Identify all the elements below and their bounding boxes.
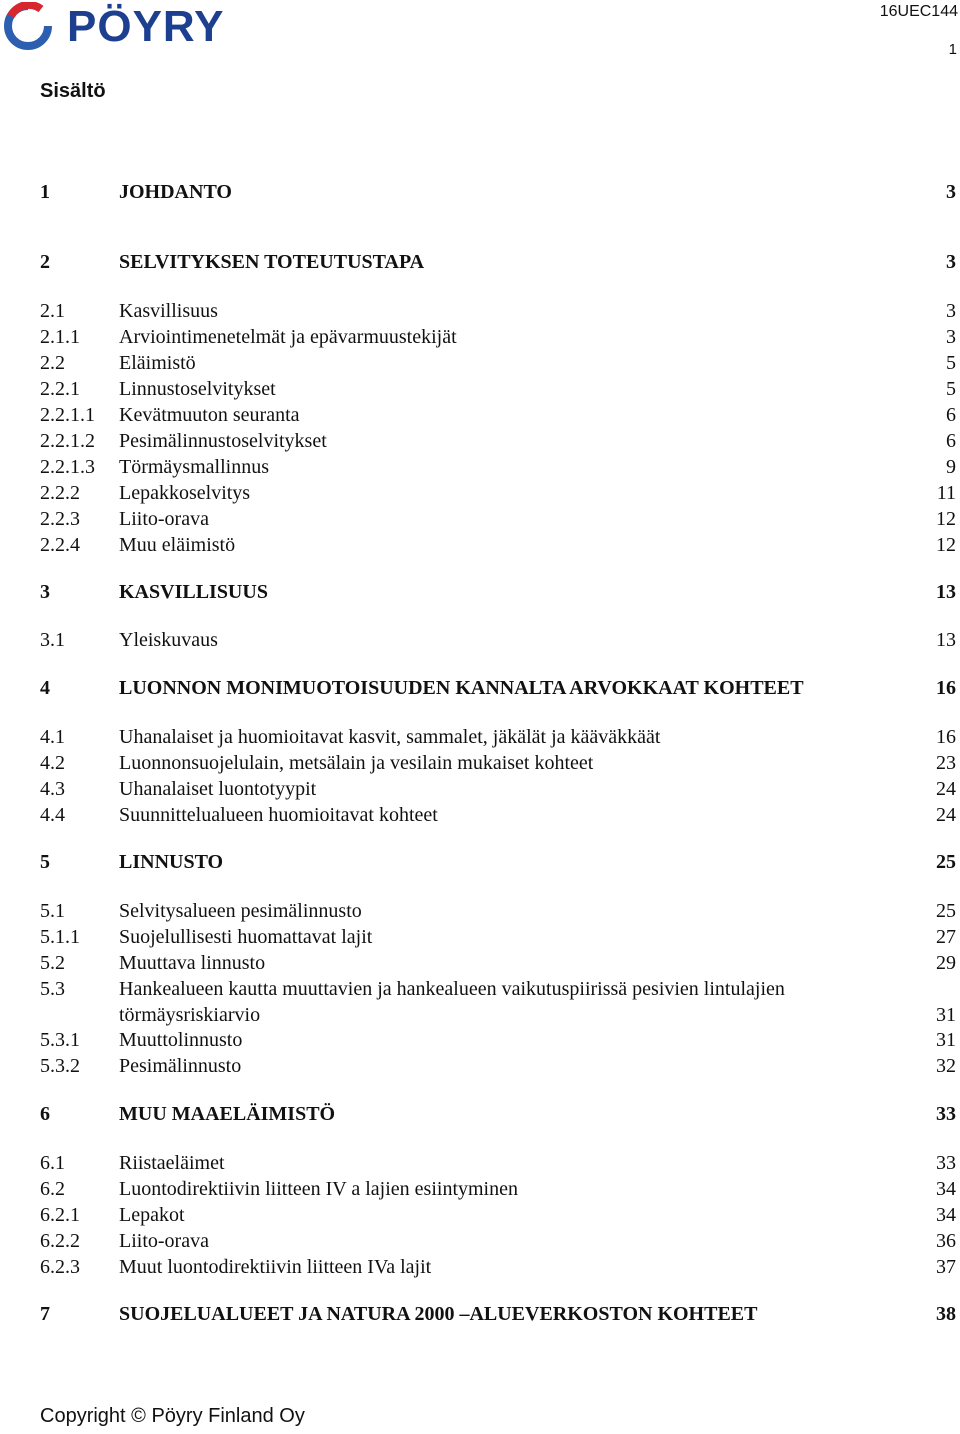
- toc-section-row[interactable]: [40, 750, 958, 776]
- toc-entry-title: Muuttolinnusto: [119, 1029, 243, 1051]
- toc-entry-number: 2.1.1: [40, 326, 80, 348]
- toc-entry-title: Yleiskuvaus: [119, 629, 218, 651]
- toc-entry-title: SUOJELUALUEET JA NATURA 2000 –ALUEVERKOSTON KOHTEET: [119, 1303, 758, 1325]
- toc-entry-number: 3.1: [40, 629, 65, 651]
- toc-entry-page: 3: [946, 300, 956, 322]
- toc-entry-title: KASVILLISUUS: [119, 581, 268, 603]
- toc-entry-number: 2.2.1.3: [40, 456, 95, 478]
- toc-entry-number: 6.2.3: [40, 1256, 80, 1278]
- toc-entry-title: Törmäysmallinnus: [119, 456, 269, 478]
- toc-entry-page: 37: [936, 1256, 956, 1278]
- toc-entry-title: Luonnonsuojelulain, metsälain ja vesilain mukaiset kohteet: [119, 752, 594, 774]
- toc-entry-page: 6: [946, 430, 956, 452]
- toc-section-row[interactable]: [40, 1002, 958, 1028]
- toc-chapter-row[interactable]: [40, 249, 958, 275]
- toc-entry-page: 6: [946, 404, 956, 426]
- toc-entry-page: 34: [936, 1178, 956, 1200]
- toc-entry-number: 2.2.4: [40, 534, 80, 556]
- toc-entry-title: Lepakot: [119, 1204, 185, 1226]
- toc-entry-number: 5.3.1: [40, 1029, 80, 1051]
- toc-entry-number: 2: [40, 251, 50, 273]
- toc-chapter-row[interactable]: [40, 1301, 958, 1327]
- toc-section-row[interactable]: [40, 898, 958, 924]
- logo-ring-icon: [3, 2, 53, 50]
- toc-entry-number: 1: [40, 181, 50, 203]
- toc-entry-page: 5: [946, 352, 956, 374]
- toc-chapter-row[interactable]: [40, 579, 958, 605]
- toc-section-row[interactable]: [40, 376, 958, 402]
- toc-chapter-row[interactable]: [40, 675, 958, 701]
- toc-entry-number: 4.3: [40, 778, 65, 800]
- toc-entry-number: 2.2.1.1: [40, 404, 95, 426]
- toc-entry-page: 38: [936, 1303, 956, 1325]
- toc-section-row[interactable]: [40, 1176, 958, 1202]
- toc-entry-number: 5.2: [40, 952, 65, 974]
- toc-section-row[interactable]: [40, 1254, 958, 1280]
- toc-section-row[interactable]: [40, 724, 958, 750]
- toc-section-row[interactable]: [40, 350, 958, 376]
- toc-entry-number: 2.2.3: [40, 508, 80, 530]
- page-number: 1: [948, 41, 957, 58]
- toc-entry-number: 2.2.1: [40, 378, 80, 400]
- toc-section-row[interactable]: [40, 298, 958, 324]
- toc-section-row[interactable]: [40, 532, 958, 558]
- toc-entry-title: Pesimälinnustoselvitykset: [119, 430, 327, 452]
- toc-entry-number: 2.2.1.2: [40, 430, 95, 452]
- toc-entry-number: 4.1: [40, 726, 65, 748]
- toc-entry-page: 13: [936, 581, 956, 603]
- toc-section-row[interactable]: [40, 454, 958, 480]
- toc-entry-number: 3: [40, 581, 50, 603]
- toc-entry-number: 6: [40, 1103, 50, 1125]
- toc-section-row[interactable]: [40, 1150, 958, 1176]
- toc-entry-page: 5: [946, 378, 956, 400]
- toc-section-row[interactable]: [40, 1202, 958, 1228]
- toc-entry-title: Muu eläimistö: [119, 534, 236, 556]
- toc-entry-page: 12: [936, 534, 956, 556]
- toc-section-row[interactable]: [40, 1027, 958, 1053]
- toc-entry-title: Linnustoselvitykset: [119, 378, 276, 400]
- toc-entry-number: 2.1: [40, 300, 65, 322]
- toc-entry-title: Pesimälinnusto: [119, 1055, 242, 1077]
- toc-chapter-row[interactable]: [40, 849, 958, 875]
- toc-entry-title: LUONNON MONIMUOTOISUUDEN KANNALTA ARVOKKAAT KOHTEET: [119, 677, 804, 699]
- toc-entry-number: 7: [40, 1303, 50, 1325]
- toc-entry-page: 16: [936, 677, 956, 699]
- toc-entry-page: 16: [936, 726, 956, 748]
- toc-entry-title: törmäysriskiarvio: [119, 1004, 261, 1026]
- toc-entry-page: 31: [936, 1029, 956, 1051]
- toc-entry-title: Kasvillisuus: [119, 300, 218, 322]
- toc-entry-title: Luontodirektiivin liitteen IV a lajien esiintyminen: [119, 1178, 518, 1200]
- toc-entry-number: 4: [40, 677, 50, 699]
- footer-copyright: Copyright © Pöyry Finland Oy: [40, 1405, 305, 1427]
- toc-entry-number: 5.3.2: [40, 1055, 80, 1077]
- toc-entry-page: 24: [936, 804, 956, 826]
- toc-entry-page: 3: [946, 326, 956, 348]
- toc-entry-title: Liito-orava: [119, 1230, 209, 1252]
- toc-entry-page: 12: [936, 508, 956, 530]
- toc-entry-title: Kevätmuuton seuranta: [119, 404, 300, 426]
- toc-entry-page: 33: [936, 1152, 956, 1174]
- toc-section-row[interactable]: [40, 1053, 958, 1079]
- toc-section-row[interactable]: [40, 1228, 958, 1254]
- toc-entry-title: Riistaeläimet: [119, 1152, 225, 1174]
- toc-entry-number: 6.2.2: [40, 1230, 80, 1252]
- toc-entry-page: 36: [936, 1230, 956, 1252]
- toc-entry-title: JOHDANTO: [119, 181, 232, 203]
- toc-entry-page: 3: [946, 251, 956, 273]
- toc-section-row[interactable]: [40, 950, 958, 976]
- toc-entry-title: LINNUSTO: [119, 851, 224, 873]
- toc-section-row[interactable]: [40, 402, 958, 428]
- toc-entry-title: Arviointimenetelmät ja epävarmuustekijät: [119, 326, 457, 348]
- toc-section-row[interactable]: [40, 776, 958, 802]
- toc-entry-number: 5: [40, 851, 50, 873]
- toc-entry-title: Uhanalaiset ja huomioitavat kasvit, sammalet, jäkälät ja kääväkkäät: [119, 726, 661, 748]
- toc-entry-page: 9: [946, 456, 956, 478]
- toc-section-row[interactable]: [40, 924, 958, 950]
- toc-entry-number: 4.4: [40, 804, 65, 826]
- toc-entry-page: 32: [936, 1055, 956, 1077]
- logo-wordmark: PÖYRY: [67, 2, 225, 51]
- document-id: 16UEC144: [879, 3, 958, 20]
- toc-entry-title: Muut luontodirektiivin liitteen IVa lajit: [119, 1256, 432, 1278]
- company-logo: [3, 2, 253, 50]
- toc-entry-number: 5.3: [40, 978, 65, 1000]
- toc-entry-page: 27: [936, 926, 956, 948]
- toc-entry-page: 24: [936, 778, 956, 800]
- toc-entry-page: 25: [936, 900, 956, 922]
- toc-entry-page: 31: [936, 1004, 956, 1026]
- toc-entry-title: Eläimistö: [119, 352, 196, 374]
- toc-entry-title: Hankealueen kautta muuttavien ja hankealueen vaikutuspiirissä pesivien lintulajien: [119, 978, 785, 1000]
- toc-entry-title: Liito-orava: [119, 508, 209, 530]
- toc-entry-page: 3: [946, 181, 956, 203]
- toc-entry-number: 5.1.1: [40, 926, 80, 948]
- toc-entry-title: Suunnittelualueen huomioitavat kohteet: [119, 804, 438, 826]
- toc-entry-title: Uhanalaiset luontotyypit: [119, 778, 317, 800]
- toc-entry-number: 6.2.1: [40, 1204, 80, 1226]
- toc-entry-number: 6.1: [40, 1152, 65, 1174]
- toc-section-row[interactable]: [40, 324, 958, 350]
- toc-entry-page: 25: [936, 851, 956, 873]
- toc-chapter-row[interactable]: [40, 179, 958, 205]
- toc-entry-title: Lepakkoselvitys: [119, 482, 251, 504]
- toc-section-row[interactable]: [40, 428, 958, 454]
- toc-section-row[interactable]: [40, 976, 958, 1002]
- toc-entry-page: 29: [936, 952, 956, 974]
- toc-section-row[interactable]: [40, 480, 958, 506]
- toc-heading: Sisältö: [40, 80, 106, 102]
- toc-entry-page: 33: [936, 1103, 956, 1125]
- toc-entry-title: Muuttava linnusto: [119, 952, 266, 974]
- toc-entry-page: 13: [936, 629, 956, 651]
- toc-entry-number: 6.2: [40, 1178, 65, 1200]
- toc-entry-page: 23: [936, 752, 956, 774]
- toc-entry-page: 11: [936, 482, 956, 504]
- toc-entry-number: 2.2.2: [40, 482, 80, 504]
- toc-section-row[interactable]: [40, 506, 958, 532]
- toc-section-row[interactable]: [40, 802, 958, 828]
- toc-entry-title: MUU MAAELÄIMISTÖ: [119, 1103, 336, 1125]
- toc-section-row[interactable]: [40, 627, 958, 653]
- toc-chapter-row[interactable]: [40, 1101, 958, 1127]
- toc-entry-title: Suojelullisesti huomattavat lajit: [119, 926, 373, 948]
- toc-entry-title: SELVITYKSEN TOTEUTUSTAPA: [119, 251, 425, 273]
- toc-entry-number: 4.2: [40, 752, 65, 774]
- toc-entry-number: 5.1: [40, 900, 65, 922]
- toc-entry-title: Selvitysalueen pesimälinnusto: [119, 900, 362, 922]
- toc-entry-number: 2.2: [40, 352, 65, 374]
- toc-entry-page: 34: [936, 1204, 956, 1226]
